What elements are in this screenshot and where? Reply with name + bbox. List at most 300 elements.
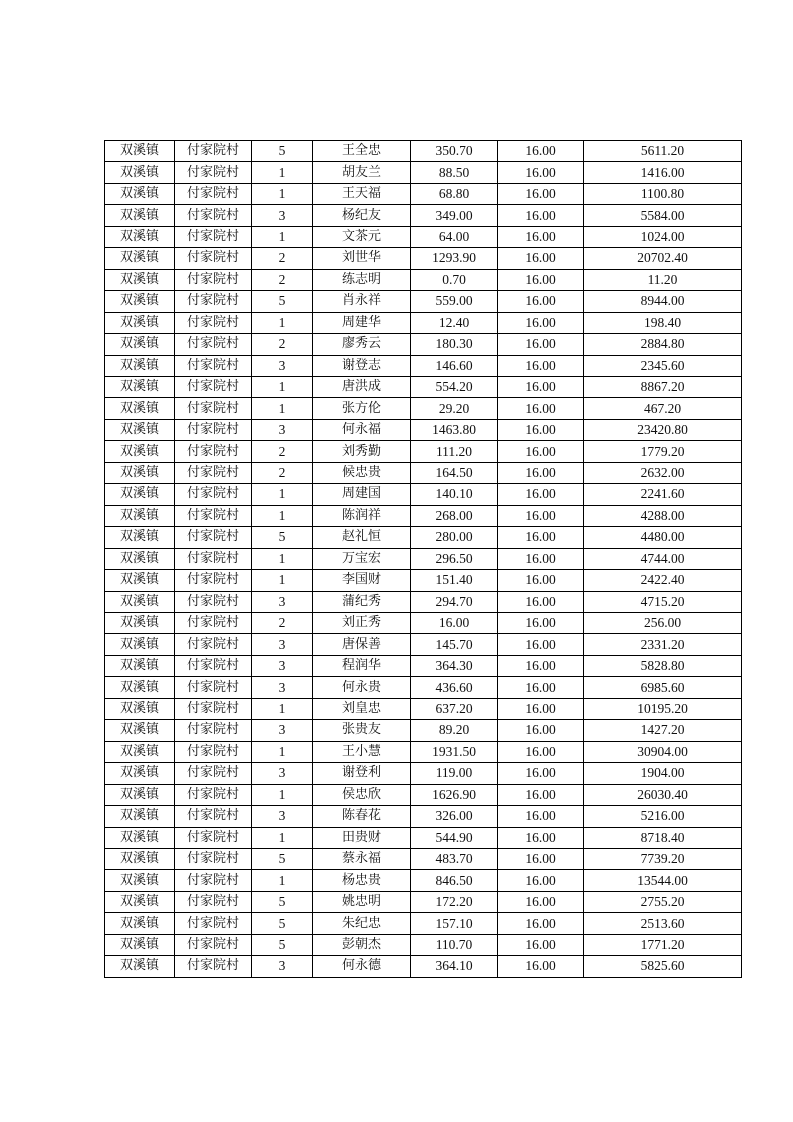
cell-household-size: 1: [252, 570, 313, 591]
cell-area: 326.00: [411, 806, 498, 827]
cell-amount: 30904.00: [584, 741, 742, 762]
cell-amount: 2422.40: [584, 570, 742, 591]
table-row: [105, 827, 742, 848]
cell-name: 刘秀勤: [313, 441, 411, 462]
cell-household-size: 1: [252, 312, 313, 333]
cell-rate: 16.00: [498, 141, 584, 162]
cell-household-size: 1: [252, 226, 313, 247]
cell-village: 付家院村: [175, 655, 252, 676]
cell-village: 付家院村: [175, 248, 252, 269]
cell-town: 双溪镇: [105, 183, 175, 204]
cell-amount: 23420.80: [584, 419, 742, 440]
cell-town: 双溪镇: [105, 806, 175, 827]
cell-name: 赵礼恒: [313, 527, 411, 548]
cell-household-size: 2: [252, 462, 313, 483]
cell-name: 朱纪忠: [313, 913, 411, 934]
cell-area: 16.00: [411, 612, 498, 633]
cell-household-size: 5: [252, 141, 313, 162]
table-row: [105, 269, 742, 290]
cell-town: 双溪镇: [105, 698, 175, 719]
cell-town: 双溪镇: [105, 419, 175, 440]
cell-area: 637.20: [411, 698, 498, 719]
cell-town: 双溪镇: [105, 355, 175, 376]
cell-name: 万宝宏: [313, 548, 411, 569]
table-row: [105, 891, 742, 912]
cell-name: 蔡永福: [313, 848, 411, 869]
cell-village: 付家院村: [175, 334, 252, 355]
cell-household-size: 3: [252, 419, 313, 440]
cell-rate: 16.00: [498, 848, 584, 869]
table-row: [105, 205, 742, 226]
table-row: [105, 398, 742, 419]
table-row: [105, 698, 742, 719]
cell-name: 彭朝杰: [313, 934, 411, 955]
cell-village: 付家院村: [175, 784, 252, 805]
cell-name: 周建国: [313, 484, 411, 505]
cell-village: 付家院村: [175, 634, 252, 655]
cell-amount: 467.20: [584, 398, 742, 419]
cell-village: 付家院村: [175, 183, 252, 204]
subsidy-table: [104, 140, 742, 978]
cell-village: 付家院村: [175, 956, 252, 977]
cell-town: 双溪镇: [105, 827, 175, 848]
cell-rate: 16.00: [498, 634, 584, 655]
cell-area: 364.10: [411, 956, 498, 977]
cell-rate: 16.00: [498, 720, 584, 741]
cell-village: 付家院村: [175, 934, 252, 955]
cell-village: 付家院村: [175, 226, 252, 247]
cell-name: 张贵友: [313, 720, 411, 741]
cell-rate: 16.00: [498, 355, 584, 376]
table-row: [105, 655, 742, 676]
cell-household-size: 2: [252, 441, 313, 462]
cell-household-size: 1: [252, 548, 313, 569]
cell-area: 846.50: [411, 870, 498, 891]
cell-village: 付家院村: [175, 205, 252, 226]
cell-area: 89.20: [411, 720, 498, 741]
cell-rate: 16.00: [498, 956, 584, 977]
cell-rate: 16.00: [498, 205, 584, 226]
cell-amount: 1024.00: [584, 226, 742, 247]
table-row: [105, 763, 742, 784]
cell-household-size: 5: [252, 291, 313, 312]
table-row: [105, 355, 742, 376]
cell-household-size: 1: [252, 741, 313, 762]
cell-rate: 16.00: [498, 162, 584, 183]
cell-household-size: 3: [252, 806, 313, 827]
cell-amount: 20702.40: [584, 248, 742, 269]
cell-name: 刘世华: [313, 248, 411, 269]
cell-village: 付家院村: [175, 398, 252, 419]
cell-amount: 13544.00: [584, 870, 742, 891]
cell-household-size: 5: [252, 934, 313, 955]
cell-village: 付家院村: [175, 376, 252, 397]
cell-name: 侯忠欣: [313, 784, 411, 805]
cell-name: 谢登利: [313, 763, 411, 784]
cell-town: 双溪镇: [105, 548, 175, 569]
cell-area: 64.00: [411, 226, 498, 247]
cell-town: 双溪镇: [105, 334, 175, 355]
cell-name: 陈润祥: [313, 505, 411, 526]
cell-amount: 1427.20: [584, 720, 742, 741]
cell-name: 陈春花: [313, 806, 411, 827]
cell-town: 双溪镇: [105, 591, 175, 612]
cell-name: 练志明: [313, 269, 411, 290]
cell-town: 双溪镇: [105, 484, 175, 505]
cell-amount: 8944.00: [584, 291, 742, 312]
table-row: [105, 848, 742, 869]
cell-household-size: 5: [252, 848, 313, 869]
cell-area: 164.50: [411, 462, 498, 483]
cell-household-size: 3: [252, 591, 313, 612]
cell-town: 双溪镇: [105, 226, 175, 247]
cell-village: 付家院村: [175, 677, 252, 698]
cell-amount: 4715.20: [584, 591, 742, 612]
table-row: [105, 677, 742, 698]
cell-amount: 5828.80: [584, 655, 742, 676]
cell-town: 双溪镇: [105, 956, 175, 977]
cell-town: 双溪镇: [105, 462, 175, 483]
cell-name: 张方伦: [313, 398, 411, 419]
table-row: [105, 913, 742, 934]
table-row: [105, 956, 742, 977]
cell-amount: 4480.00: [584, 527, 742, 548]
cell-village: 付家院村: [175, 827, 252, 848]
cell-household-size: 3: [252, 655, 313, 676]
cell-household-size: 1: [252, 484, 313, 505]
cell-amount: 1904.00: [584, 763, 742, 784]
cell-area: 364.30: [411, 655, 498, 676]
table-row: [105, 484, 742, 505]
cell-amount: 1779.20: [584, 441, 742, 462]
cell-area: 1626.90: [411, 784, 498, 805]
cell-amount: 7739.20: [584, 848, 742, 869]
cell-amount: 256.00: [584, 612, 742, 633]
cell-area: 88.50: [411, 162, 498, 183]
cell-area: 180.30: [411, 334, 498, 355]
cell-name: 胡友兰: [313, 162, 411, 183]
cell-name: 何永贵: [313, 677, 411, 698]
cell-town: 双溪镇: [105, 848, 175, 869]
cell-village: 付家院村: [175, 591, 252, 612]
cell-amount: 4288.00: [584, 505, 742, 526]
table-body: [105, 141, 742, 978]
cell-town: 双溪镇: [105, 441, 175, 462]
cell-village: 付家院村: [175, 913, 252, 934]
table-row: [105, 376, 742, 397]
cell-rate: 16.00: [498, 827, 584, 848]
cell-town: 双溪镇: [105, 870, 175, 891]
cell-town: 双溪镇: [105, 505, 175, 526]
cell-household-size: 1: [252, 162, 313, 183]
cell-area: 483.70: [411, 848, 498, 869]
table-row: [105, 934, 742, 955]
cell-household-size: 1: [252, 870, 313, 891]
table-row: [105, 334, 742, 355]
cell-town: 双溪镇: [105, 141, 175, 162]
cell-rate: 16.00: [498, 269, 584, 290]
table-row: [105, 419, 742, 440]
cell-area: 68.80: [411, 183, 498, 204]
cell-area: 146.60: [411, 355, 498, 376]
cell-name: 候忠贵: [313, 462, 411, 483]
cell-village: 付家院村: [175, 441, 252, 462]
cell-household-size: 2: [252, 248, 313, 269]
cell-name: 田贵财: [313, 827, 411, 848]
cell-name: 何永福: [313, 419, 411, 440]
cell-name: 王小慧: [313, 741, 411, 762]
cell-household-size: 3: [252, 355, 313, 376]
cell-amount: 4744.00: [584, 548, 742, 569]
cell-town: 双溪镇: [105, 891, 175, 912]
cell-village: 付家院村: [175, 870, 252, 891]
table-row: [105, 806, 742, 827]
cell-village: 付家院村: [175, 806, 252, 827]
cell-rate: 16.00: [498, 484, 584, 505]
table-row: [105, 291, 742, 312]
cell-rate: 16.00: [498, 441, 584, 462]
cell-household-size: 5: [252, 891, 313, 912]
cell-area: 1931.50: [411, 741, 498, 762]
cell-area: 29.20: [411, 398, 498, 419]
table-row: [105, 634, 742, 655]
cell-rate: 16.00: [498, 677, 584, 698]
cell-amount: 2345.60: [584, 355, 742, 376]
cell-area: 1463.80: [411, 419, 498, 440]
cell-village: 付家院村: [175, 891, 252, 912]
cell-area: 544.90: [411, 827, 498, 848]
cell-household-size: 2: [252, 612, 313, 633]
table-row: [105, 527, 742, 548]
cell-name: 刘正秀: [313, 612, 411, 633]
cell-amount: 1416.00: [584, 162, 742, 183]
cell-rate: 16.00: [498, 741, 584, 762]
cell-rate: 16.00: [498, 291, 584, 312]
cell-village: 付家院村: [175, 505, 252, 526]
cell-amount: 26030.40: [584, 784, 742, 805]
cell-household-size: 2: [252, 334, 313, 355]
cell-area: 151.40: [411, 570, 498, 591]
cell-amount: 2513.60: [584, 913, 742, 934]
cell-amount: 5825.60: [584, 956, 742, 977]
cell-rate: 16.00: [498, 763, 584, 784]
cell-town: 双溪镇: [105, 248, 175, 269]
cell-rate: 16.00: [498, 398, 584, 419]
table-row: [105, 226, 742, 247]
cell-rate: 16.00: [498, 505, 584, 526]
table-row: [105, 183, 742, 204]
cell-amount: 2241.60: [584, 484, 742, 505]
table-row: [105, 248, 742, 269]
cell-town: 双溪镇: [105, 634, 175, 655]
cell-village: 付家院村: [175, 269, 252, 290]
cell-area: 280.00: [411, 527, 498, 548]
cell-village: 付家院村: [175, 548, 252, 569]
table-row: [105, 462, 742, 483]
cell-household-size: 1: [252, 376, 313, 397]
table-row: [105, 441, 742, 462]
cell-name: 肖永祥: [313, 291, 411, 312]
cell-area: 1293.90: [411, 248, 498, 269]
cell-area: 296.50: [411, 548, 498, 569]
cell-town: 双溪镇: [105, 934, 175, 955]
cell-area: 12.40: [411, 312, 498, 333]
cell-rate: 16.00: [498, 226, 584, 247]
table-row: [105, 141, 742, 162]
cell-household-size: 2: [252, 269, 313, 290]
cell-rate: 16.00: [498, 462, 584, 483]
cell-amount: 2755.20: [584, 891, 742, 912]
cell-amount: 8718.40: [584, 827, 742, 848]
cell-amount: 1100.80: [584, 183, 742, 204]
cell-rate: 16.00: [498, 334, 584, 355]
cell-name: 王全忠: [313, 141, 411, 162]
cell-town: 双溪镇: [105, 655, 175, 676]
cell-rate: 16.00: [498, 527, 584, 548]
cell-amount: 6985.60: [584, 677, 742, 698]
cell-amount: 5216.00: [584, 806, 742, 827]
cell-rate: 16.00: [498, 698, 584, 719]
cell-area: 349.00: [411, 205, 498, 226]
cell-town: 双溪镇: [105, 269, 175, 290]
cell-household-size: 1: [252, 784, 313, 805]
cell-name: 杨纪友: [313, 205, 411, 226]
cell-town: 双溪镇: [105, 205, 175, 226]
cell-rate: 16.00: [498, 548, 584, 569]
cell-area: 157.10: [411, 913, 498, 934]
cell-area: 140.10: [411, 484, 498, 505]
cell-village: 付家院村: [175, 698, 252, 719]
cell-household-size: 1: [252, 505, 313, 526]
cell-name: 杨忠贵: [313, 870, 411, 891]
cell-name: 李国财: [313, 570, 411, 591]
cell-name: 文茶元: [313, 226, 411, 247]
cell-town: 双溪镇: [105, 677, 175, 698]
cell-amount: 11.20: [584, 269, 742, 290]
cell-area: 559.00: [411, 291, 498, 312]
cell-town: 双溪镇: [105, 376, 175, 397]
cell-household-size: 3: [252, 677, 313, 698]
cell-household-size: 1: [252, 698, 313, 719]
cell-area: 172.20: [411, 891, 498, 912]
cell-name: 程润华: [313, 655, 411, 676]
cell-town: 双溪镇: [105, 570, 175, 591]
cell-town: 双溪镇: [105, 612, 175, 633]
cell-area: 268.00: [411, 505, 498, 526]
cell-town: 双溪镇: [105, 312, 175, 333]
cell-household-size: 1: [252, 183, 313, 204]
cell-rate: 16.00: [498, 376, 584, 397]
cell-rate: 16.00: [498, 183, 584, 204]
cell-village: 付家院村: [175, 162, 252, 183]
cell-town: 双溪镇: [105, 398, 175, 419]
cell-amount: 10195.20: [584, 698, 742, 719]
cell-area: 0.70: [411, 269, 498, 290]
cell-area: 350.70: [411, 141, 498, 162]
cell-village: 付家院村: [175, 419, 252, 440]
cell-household-size: 3: [252, 763, 313, 784]
cell-amount: 2331.20: [584, 634, 742, 655]
cell-household-size: 1: [252, 398, 313, 419]
cell-area: 119.00: [411, 763, 498, 784]
cell-name: 廖秀云: [313, 334, 411, 355]
cell-household-size: 3: [252, 956, 313, 977]
table-row: [105, 784, 742, 805]
cell-town: 双溪镇: [105, 162, 175, 183]
table-row: [105, 741, 742, 762]
cell-amount: 2632.00: [584, 462, 742, 483]
table-row: [105, 612, 742, 633]
cell-name: 唐保善: [313, 634, 411, 655]
table-row: [105, 505, 742, 526]
cell-village: 付家院村: [175, 570, 252, 591]
cell-amount: 2884.80: [584, 334, 742, 355]
cell-rate: 16.00: [498, 891, 584, 912]
cell-village: 付家院村: [175, 741, 252, 762]
cell-rate: 16.00: [498, 806, 584, 827]
cell-village: 付家院村: [175, 291, 252, 312]
cell-name: 周建华: [313, 312, 411, 333]
cell-town: 双溪镇: [105, 741, 175, 762]
cell-town: 双溪镇: [105, 291, 175, 312]
cell-town: 双溪镇: [105, 913, 175, 934]
table-row: [105, 570, 742, 591]
cell-village: 付家院村: [175, 763, 252, 784]
table-row: [105, 870, 742, 891]
cell-rate: 16.00: [498, 248, 584, 269]
table-row: [105, 312, 742, 333]
cell-town: 双溪镇: [105, 784, 175, 805]
cell-rate: 16.00: [498, 934, 584, 955]
cell-village: 付家院村: [175, 312, 252, 333]
cell-village: 付家院村: [175, 484, 252, 505]
cell-rate: 16.00: [498, 870, 584, 891]
cell-rate: 16.00: [498, 612, 584, 633]
cell-amount: 5611.20: [584, 141, 742, 162]
cell-name: 唐洪成: [313, 376, 411, 397]
cell-name: 王天福: [313, 183, 411, 204]
cell-amount: 198.40: [584, 312, 742, 333]
cell-rate: 16.00: [498, 913, 584, 934]
cell-household-size: 5: [252, 527, 313, 548]
cell-rate: 16.00: [498, 570, 584, 591]
cell-name: 谢登志: [313, 355, 411, 376]
cell-name: 姚忠明: [313, 891, 411, 912]
cell-town: 双溪镇: [105, 527, 175, 548]
cell-amount: 5584.00: [584, 205, 742, 226]
cell-area: 111.20: [411, 441, 498, 462]
table-row: [105, 162, 742, 183]
cell-town: 双溪镇: [105, 763, 175, 784]
cell-rate: 16.00: [498, 784, 584, 805]
cell-household-size: 3: [252, 205, 313, 226]
cell-village: 付家院村: [175, 848, 252, 869]
cell-name: 蒲纪秀: [313, 591, 411, 612]
cell-household-size: 3: [252, 634, 313, 655]
cell-area: 436.60: [411, 677, 498, 698]
cell-area: 110.70: [411, 934, 498, 955]
cell-name: 何永德: [313, 956, 411, 977]
cell-rate: 16.00: [498, 591, 584, 612]
cell-village: 付家院村: [175, 462, 252, 483]
cell-village: 付家院村: [175, 612, 252, 633]
table-row: [105, 720, 742, 741]
table-row: [105, 591, 742, 612]
cell-rate: 16.00: [498, 312, 584, 333]
cell-town: 双溪镇: [105, 720, 175, 741]
cell-amount: 8867.20: [584, 376, 742, 397]
cell-household-size: 1: [252, 827, 313, 848]
